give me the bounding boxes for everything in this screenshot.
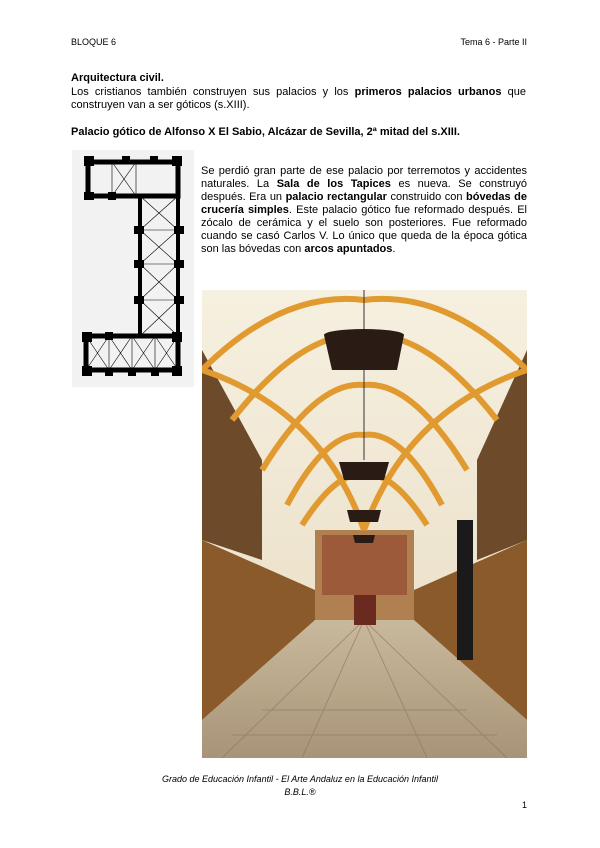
header-left: BLOQUE 6 (71, 37, 117, 47)
intro-paragraph: Los cristianos también construyen sus palacios y los primeros palacios urbanos que construyen van a ser góticos (s.XIII). (71, 86, 526, 111)
hall-photo-image (202, 290, 527, 758)
footer-line-2: B.B.L.® (284, 787, 316, 797)
section-title: Arquitectura civil. (71, 72, 164, 84)
description-paragraph: Se perdió gran parte de ese palacio por terremotos y accidentes naturales. La Sala de los Tapices es nueva. Se construyó después. Era un palacio rectangular construido con bóvedas de crucería simples. Este palacio gótico fue reformado después. El zócalo de cerámica y el suelo son posteriores. Fue reformado cuando se casó Carlos V. Lo único que queda de la época gótica son las bóvedas con arcos apuntados. (201, 165, 527, 255)
footer (0, 773, 600, 799)
footer-line-1: Grado de Educación Infantil - El Arte Andaluz en la Educación Infantil (162, 774, 438, 784)
palace-title: Palacio gótico de Alfonso X El Sabio, Alcázar de Sevilla, 2ª mitad del s.XIII. (71, 126, 460, 138)
header-right: Tema 6 - Parte II (460, 37, 527, 47)
floor-plan-image (72, 150, 194, 387)
page-number: 1 (521, 800, 527, 810)
